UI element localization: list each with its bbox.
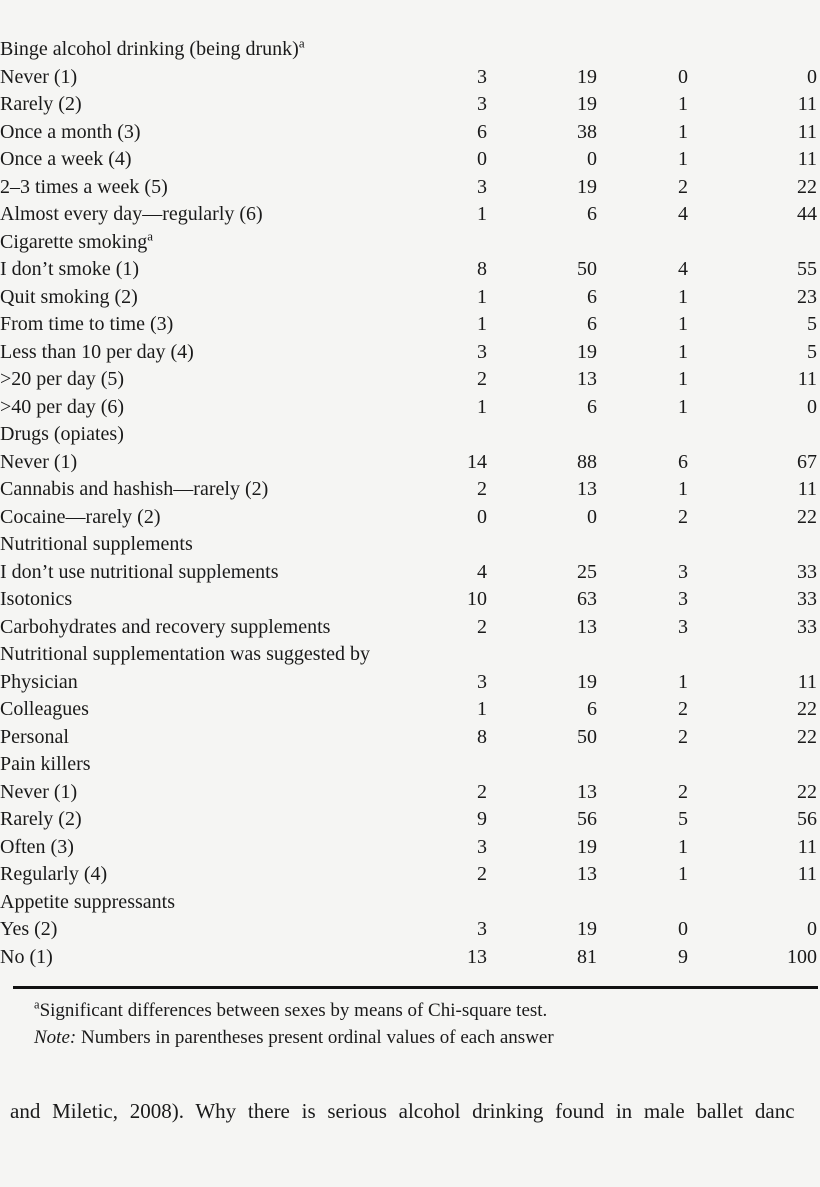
section-header-label bbox=[0, 229, 820, 257]
row-label: Less than 10 per day (4) bbox=[0, 340, 194, 363]
section-header-label bbox=[0, 531, 820, 559]
value-cell: 33 bbox=[797, 560, 817, 583]
value-cell: 3 bbox=[477, 670, 487, 693]
table-row bbox=[0, 834, 820, 862]
value-cell: 2 bbox=[678, 725, 688, 748]
value-cell: 50 bbox=[577, 725, 597, 748]
section-header-row bbox=[0, 421, 820, 449]
table-row bbox=[0, 284, 820, 312]
row-label: Isotonics bbox=[0, 588, 73, 610]
value-cell: 11 bbox=[797, 478, 817, 500]
table-row bbox=[0, 311, 820, 339]
value-cell: 2 bbox=[477, 863, 487, 885]
value-cell: 11 bbox=[797, 863, 817, 885]
footnote-note bbox=[34, 1024, 820, 1051]
value-cell: 1 bbox=[678, 395, 688, 418]
value-cell: 5 bbox=[678, 808, 688, 830]
value-cell: 3 bbox=[477, 93, 487, 115]
value-cell: 0 bbox=[807, 65, 817, 88]
value-cell: 67 bbox=[797, 450, 817, 473]
value-cell: 4 bbox=[477, 560, 487, 583]
table-row bbox=[0, 504, 820, 532]
section-header-text: Nutritional supplementation was suggested by bbox=[0, 643, 370, 665]
value-cell: 6 bbox=[587, 313, 597, 335]
table-row bbox=[0, 366, 820, 394]
value-cell: 19 bbox=[577, 670, 597, 693]
section-header-text: Drugs (opiates) bbox=[0, 423, 124, 445]
value-cell: 22 bbox=[797, 175, 817, 198]
value-cell: 81 bbox=[577, 945, 597, 968]
table-row bbox=[0, 174, 820, 202]
value-cell: 3 bbox=[477, 340, 487, 363]
table-row bbox=[0, 256, 820, 284]
value-cell: 23 bbox=[797, 285, 817, 308]
table-row bbox=[0, 339, 820, 367]
value-cell: 8 bbox=[477, 725, 487, 748]
row-label: Quit smoking (2) bbox=[0, 285, 138, 308]
value-cell: 1 bbox=[678, 340, 688, 363]
value-cell: 0 bbox=[807, 918, 817, 940]
footnote-significance-text: Significant differences between sexes by means of Chi-square test. bbox=[39, 1000, 548, 1021]
value-cell: 1 bbox=[477, 395, 487, 418]
value-cell: 1 bbox=[678, 148, 688, 170]
value-cell: 22 bbox=[797, 780, 817, 803]
value-cell: 13 bbox=[577, 615, 597, 638]
row-label: Almost every day—regularly (6) bbox=[0, 203, 263, 225]
value-cell: 33 bbox=[797, 588, 817, 610]
value-cell: 0 bbox=[587, 505, 597, 528]
value-cell: 3 bbox=[678, 588, 688, 610]
row-label: Physician bbox=[0, 670, 78, 693]
table-bottom-rule bbox=[13, 986, 818, 989]
table-row bbox=[0, 779, 820, 807]
table-row bbox=[0, 806, 820, 834]
value-cell: 14 bbox=[467, 450, 487, 473]
table-row bbox=[0, 119, 820, 147]
section-header-text: Binge alcohol drinking (being drunk) bbox=[0, 38, 299, 60]
row-label: Never (1) bbox=[0, 780, 78, 803]
value-cell: 5 bbox=[807, 340, 817, 363]
table-row bbox=[0, 91, 820, 119]
value-cell: 3 bbox=[678, 560, 688, 583]
row-label: Once a month (3) bbox=[0, 120, 141, 143]
value-cell: 0 bbox=[477, 148, 487, 170]
value-cell: 88 bbox=[577, 450, 597, 473]
footnote-sup-a: a bbox=[34, 997, 40, 1012]
row-label: No (1) bbox=[0, 945, 53, 968]
table-row bbox=[0, 669, 820, 697]
value-cell: 9 bbox=[477, 808, 487, 830]
value-cell: 8 bbox=[477, 258, 487, 280]
section-header-row bbox=[0, 531, 820, 559]
value-cell: 11 bbox=[797, 670, 817, 693]
value-cell: 22 bbox=[797, 698, 817, 720]
value-cell: 3 bbox=[477, 175, 487, 198]
section-header-text: Nutritional supplements bbox=[0, 533, 193, 555]
row-label: >20 per day (5) bbox=[0, 368, 125, 390]
value-cell: 2 bbox=[678, 175, 688, 198]
value-cell: 6 bbox=[587, 395, 597, 418]
section-header-superscript: a bbox=[147, 227, 153, 243]
value-cell: 1 bbox=[678, 368, 688, 390]
table-row bbox=[0, 146, 820, 174]
value-cell: 11 bbox=[797, 835, 817, 858]
value-cell: 1 bbox=[678, 863, 688, 885]
row-label: Cocaine—rarely (2) bbox=[0, 505, 161, 528]
value-cell: 3 bbox=[477, 918, 487, 940]
value-cell: 1 bbox=[477, 285, 487, 308]
row-label: Often (3) bbox=[0, 835, 74, 858]
value-cell: 19 bbox=[577, 835, 597, 858]
section-header-label bbox=[0, 36, 820, 64]
value-cell: 1 bbox=[678, 313, 688, 335]
section-header-superscript: a bbox=[298, 35, 305, 51]
value-cell: 1 bbox=[477, 313, 487, 335]
value-cell: 2 bbox=[477, 780, 487, 803]
value-cell: 6 bbox=[477, 120, 487, 143]
value-cell: 0 bbox=[678, 918, 688, 940]
row-label: Cannabis and hashish—rarely (2) bbox=[0, 478, 269, 500]
row-label: 2–3 times a week (5) bbox=[0, 175, 168, 198]
section-header-row bbox=[0, 229, 820, 257]
section-header-label bbox=[0, 641, 820, 669]
value-cell: 3 bbox=[477, 65, 487, 88]
section-header-label bbox=[0, 751, 820, 779]
row-label: Carbohydrates and recovery supplements bbox=[0, 615, 331, 638]
row-label: I don’t smoke (1) bbox=[0, 258, 140, 280]
value-cell: 2 bbox=[477, 615, 487, 638]
value-cell: 38 bbox=[577, 120, 597, 143]
value-cell: 19 bbox=[577, 918, 597, 940]
value-cell: 50 bbox=[577, 258, 597, 280]
value-cell: 1 bbox=[678, 285, 688, 308]
value-cell: 3 bbox=[477, 835, 487, 858]
value-cell: 11 bbox=[797, 93, 817, 115]
table-row bbox=[0, 916, 820, 944]
value-cell: 1 bbox=[678, 120, 688, 143]
table-footnotes bbox=[34, 997, 820, 1051]
section-header-label bbox=[0, 421, 820, 449]
row-label: I don’t use nutritional supplements bbox=[0, 560, 279, 583]
value-cell: 56 bbox=[577, 808, 597, 830]
section-header-row bbox=[0, 751, 820, 779]
value-cell: 2 bbox=[477, 478, 487, 500]
value-cell: 44 bbox=[797, 203, 817, 225]
value-cell: 56 bbox=[797, 808, 817, 830]
table-row bbox=[0, 944, 820, 972]
value-cell: 1 bbox=[477, 698, 487, 720]
table-row bbox=[0, 614, 820, 642]
value-cell: 22 bbox=[797, 725, 817, 748]
value-cell: 4 bbox=[678, 258, 688, 280]
value-cell: 13 bbox=[577, 478, 597, 500]
value-cell: 3 bbox=[678, 615, 688, 638]
table-row bbox=[0, 394, 820, 422]
row-label: From time to time (3) bbox=[0, 313, 174, 335]
value-cell: 0 bbox=[807, 395, 817, 418]
value-cell: 9 bbox=[678, 945, 688, 968]
value-cell: 11 bbox=[797, 120, 817, 143]
section-header-row bbox=[0, 641, 820, 669]
table-row bbox=[0, 724, 820, 752]
value-cell: 6 bbox=[678, 450, 688, 473]
value-cell: 13 bbox=[577, 863, 597, 885]
footnote-note-text: Numbers in parentheses present ordinal values of each answer bbox=[76, 1027, 554, 1048]
value-cell: 25 bbox=[577, 560, 597, 583]
value-cell: 6 bbox=[587, 285, 597, 308]
results-table bbox=[0, 36, 820, 971]
value-cell: 63 bbox=[577, 588, 597, 610]
value-cell: 1 bbox=[678, 478, 688, 500]
value-cell: 2 bbox=[678, 780, 688, 803]
value-cell: 4 bbox=[678, 203, 688, 225]
value-cell: 19 bbox=[577, 93, 597, 115]
value-cell: 2 bbox=[678, 698, 688, 720]
value-cell: 10 bbox=[467, 588, 487, 610]
value-cell: 11 bbox=[797, 368, 817, 390]
table-row bbox=[0, 201, 820, 229]
table-row bbox=[0, 696, 820, 724]
value-cell: 13 bbox=[577, 368, 597, 390]
value-cell: 55 bbox=[797, 258, 817, 280]
table-row bbox=[0, 586, 820, 614]
value-cell: 0 bbox=[587, 148, 597, 170]
section-header-text: Cigarette smoking bbox=[0, 230, 148, 253]
row-label: Never (1) bbox=[0, 450, 78, 473]
row-label: Personal bbox=[0, 725, 69, 748]
row-label: Regularly (4) bbox=[0, 863, 108, 885]
value-cell: 0 bbox=[678, 65, 688, 88]
row-label: Rarely (2) bbox=[0, 808, 82, 830]
row-label: Once a week (4) bbox=[0, 148, 132, 170]
row-label: >40 per day (6) bbox=[0, 395, 125, 418]
section-header-text: Appetite suppressants bbox=[0, 890, 175, 913]
value-cell: 6 bbox=[587, 203, 597, 225]
footnote-note-label: Note: bbox=[34, 1027, 77, 1048]
paper-page bbox=[0, 36, 820, 1187]
value-cell: 5 bbox=[807, 313, 817, 335]
value-cell: 1 bbox=[678, 670, 688, 693]
value-cell: 1 bbox=[678, 835, 688, 858]
section-header-row bbox=[0, 889, 820, 917]
table-row bbox=[0, 449, 820, 477]
table-row bbox=[0, 64, 820, 92]
value-cell: 33 bbox=[797, 615, 817, 638]
body-paragraph-line: and Miletic, 2008). Why there is serious alcohol drinking found in male ballet danc bbox=[10, 1099, 795, 1123]
value-cell: 2 bbox=[477, 368, 487, 390]
table-row bbox=[0, 476, 820, 504]
row-label: Never (1) bbox=[0, 65, 78, 88]
value-cell: 13 bbox=[577, 780, 597, 803]
section-header-row bbox=[0, 36, 820, 64]
value-cell: 1 bbox=[678, 93, 688, 115]
value-cell: 22 bbox=[797, 505, 817, 528]
value-cell: 6 bbox=[587, 698, 597, 720]
value-cell: 19 bbox=[577, 175, 597, 198]
table-row bbox=[0, 559, 820, 587]
value-cell: 13 bbox=[467, 945, 487, 968]
row-label: Rarely (2) bbox=[0, 93, 82, 115]
value-cell: 11 bbox=[797, 148, 817, 170]
value-cell: 19 bbox=[577, 65, 597, 88]
value-cell: 100 bbox=[787, 945, 817, 968]
row-label: Yes (2) bbox=[0, 918, 58, 940]
row-label: Colleagues bbox=[0, 698, 89, 720]
section-header-label bbox=[0, 889, 820, 917]
section-header-text: Pain killers bbox=[0, 753, 91, 775]
value-cell: 19 bbox=[577, 340, 597, 363]
value-cell: 0 bbox=[477, 505, 487, 528]
footnote-significance bbox=[34, 997, 820, 1024]
table-row bbox=[0, 861, 820, 889]
value-cell: 2 bbox=[678, 505, 688, 528]
value-cell: 1 bbox=[477, 203, 487, 225]
